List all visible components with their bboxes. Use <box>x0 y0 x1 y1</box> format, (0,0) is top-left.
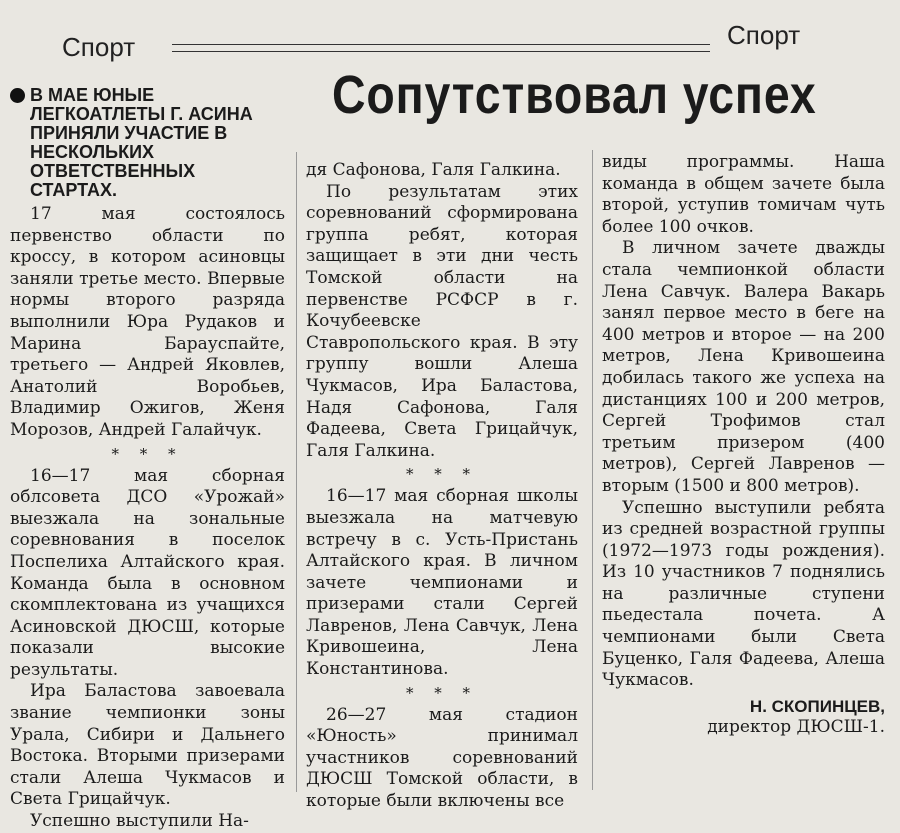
article-lead <box>10 86 285 200</box>
section-separator: * * * <box>111 444 184 463</box>
column-divider-2 <box>592 150 593 790</box>
rubric-right: Спорт <box>727 20 801 50</box>
article-column-2 <box>306 160 578 812</box>
paragraph: 16—17 мая сборная школы выезжала на матчевую встречу в с. Усть-Пристань Алтайского края. В личном зачете чемпионами и призерами стали Сергей Лавренов, Лена Савчук, Лена Кривошеина, Лена Константинова. <box>306 486 578 680</box>
column-divider-1 <box>296 152 297 792</box>
author-name: Н. СКОПИНЦЕВ, <box>749 696 885 716</box>
article-column-3 <box>602 152 885 797</box>
paragraph: По результатам этих соревнований сформирована группа ребят, которая защищает в эти дни честь Томской области на первенстве РСФСР в г. Кочубеевске Ставропольского края. В эту группу вошли Алеша Чукмасов, Ира Баластова, Надя Сафонова, Галя Фадеева, Света Грицайчук, Галя Галкина. <box>306 181 578 461</box>
paragraph: виды программы. Наша команда в общем зачете была второй, уступив томичам чуть более 100 очков. <box>602 152 885 237</box>
bullet-icon <box>10 88 25 103</box>
author-title: директор ДЮСШ-1. <box>707 717 885 738</box>
rubric-left: Спорт <box>62 32 136 62</box>
paragraph: Успешно выступили ребята из средней возрастной группы (1972—1973 годы рождения). Из 10 участников 7 поднялись на различные ступени пьедестала почета. А чемпионами были Света Буценко, Галя Фадеева, Алеша Чукмасов. <box>602 497 885 691</box>
article-headline: Сопутствовал успех <box>332 65 817 125</box>
paragraph: 17 мая состоялось первенство области по кроссу, в котором асиновцы заняли третье место. Впервые нормы второго разряда выполнили Юра Рудаков и Марина Барауспайте, третьего — Андрей Яковлев, Анатолий Воробьев, Владимир Ожигов, Женя Морозов, Андрей Галайчук. <box>10 204 285 440</box>
paragraph: Успешно выступили На- <box>30 811 249 832</box>
section-separator: * * * <box>405 683 479 702</box>
article-column-1 <box>10 85 285 832</box>
paragraph: 26—27 мая стадион «Юность» принимал участников соревнований ДЮСШ Томской области, в которые были включены все <box>306 704 578 812</box>
paragraph: В личном зачете дважды стала чемпионкой области Лена Савчук. Валера Вакарь занял первое место в беге на 400 метров и второе — на 200 метров, Лена Кривошеина добилась такого же успеха на дистанциях 100 и 200 метров, Сергей Трофимов стал третьим призером (400 метров), Сергей Лавренов — вторым (1500 и 800 метров). <box>602 238 885 496</box>
section-separator: * * * <box>405 465 479 484</box>
header-rule-bottom <box>172 51 710 52</box>
paragraph: 16—17 мая сборная облсовета ДСО «Урожай» выезжала на зональные соревнования в поселок Поспелиха Алтайского края. Команда была в основном скомплектована из учащихся Асиновской ДЮСШ, которые показали высокие результаты. <box>10 465 285 680</box>
paragraph: Ира Баластова завоевала звание чемпионки зоны Урала, Сибири и Дальнего Востока. Вторыми призерами стали Алеша Чукмасов и Света Грицайчук. <box>10 681 285 810</box>
article-lead-text: В МАЕ ЮНЫЕ ЛЕГКОАТЛЕТЫ Г. АСИНА ПРИНЯЛИ УЧАСТИЕ В НЕСКОЛЬКИХ ОТВЕТСТВЕННЫХ СТАРТАХ. <box>30 85 253 200</box>
paragraph: дя Сафонова, Галя Галкина. <box>306 160 561 180</box>
header-rule-top <box>172 44 710 45</box>
